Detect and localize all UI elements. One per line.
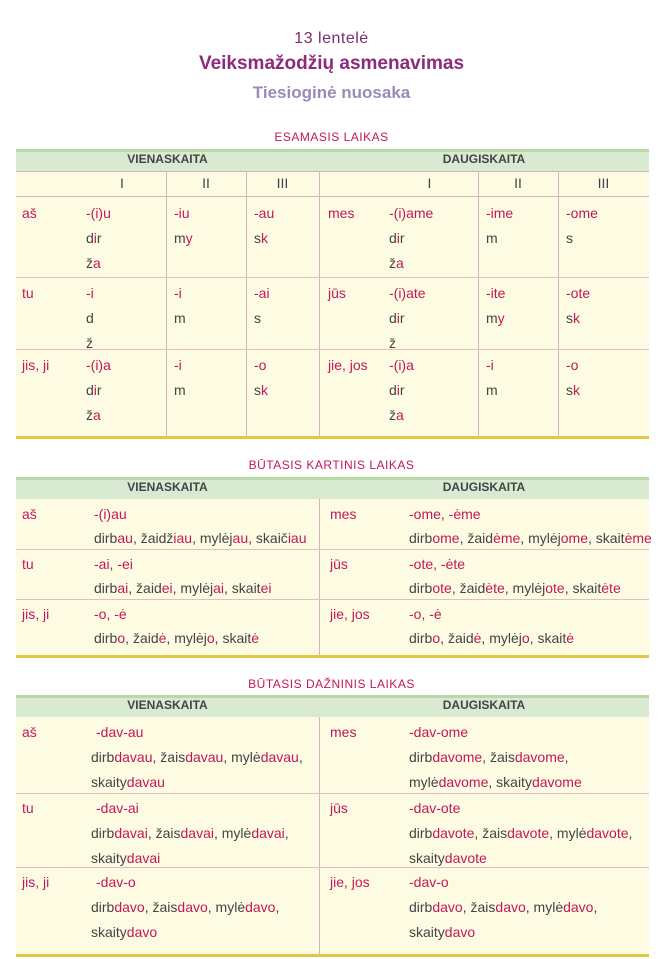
word-separator: r [96,230,102,246]
pronoun: aš [22,205,37,221]
conjugation-ending: -au [254,205,275,221]
word-ending: iau [287,530,307,546]
example-words [409,920,475,945]
word-ending: y [497,310,505,326]
section-title-past: BŪTASIS KARTINIS LAIKAS [248,458,415,472]
word-stem: m [486,382,498,398]
word-ending: o [432,630,441,646]
word-ending: davome [531,774,582,790]
pronoun: jis, ji [22,357,50,373]
pronoun: jis, ji [22,606,50,622]
word-ending: ėme [493,530,521,546]
word-stem: dirb [94,530,118,546]
word-ending: davo [432,899,463,915]
word-stem: žaid [132,630,159,646]
word-separator: , [451,580,460,596]
word-stem: s [566,382,573,398]
example-words [91,770,165,795]
row-divider [16,349,649,350]
word-stem: ž [389,255,396,271]
word-stem: dirb [409,749,433,765]
word-separator: , [284,825,289,841]
example-word [389,306,405,331]
word-ending: i [396,382,400,398]
word-separator: , [628,825,633,841]
word-separator: , [488,774,497,790]
word-stem: s [566,310,573,326]
example-words [409,821,632,846]
word-stem: skaity [496,774,532,790]
word-stem: ž [86,335,93,351]
example-word [486,378,498,403]
pronoun: jie, jos [328,357,368,373]
word-separator: r [399,230,405,246]
word-ending: a [93,407,101,423]
word-ending: ei [260,580,272,596]
word-stem: mylė [215,899,246,915]
word-separator: , [474,825,483,841]
example-word [86,251,101,276]
word-stem: dirb [94,580,118,596]
example-word [86,226,102,251]
word-separator: , [152,749,161,765]
example-word [566,226,573,251]
conjugation-ending: -ite [486,285,506,301]
word-separator: r [399,382,405,398]
word-ending: i [93,230,97,246]
conjugation-ending: -dav-ai [96,800,139,816]
word-separator: , [223,749,232,765]
plural-header: DAUGISKAITA [442,480,526,494]
word-stem: ž [389,335,396,351]
pronoun: mes [330,724,357,740]
example-words [409,770,582,795]
word-stem: skaity [91,924,127,940]
example-word [174,306,186,331]
column-divider [319,499,320,655]
word-separator: , [172,580,181,596]
frequent-past-table [16,695,649,957]
word-stem: dirb [409,899,433,915]
word-ending: k [261,382,268,398]
word-stem: d [389,382,397,398]
word-separator: , [593,899,598,915]
example-word [389,403,404,428]
column-divider [319,717,320,954]
word-stem: d [86,310,94,326]
word-separator: , [147,825,156,841]
word-stem: d [86,230,94,246]
word-separator: , [529,630,538,646]
word-ending: davo [126,924,158,940]
pronoun: jūs [330,800,348,816]
word-separator: , [520,530,529,546]
word-ending: i [396,310,400,326]
word-stem: žais [160,749,186,765]
word-ending: ome [560,530,588,546]
word-stem: d [86,382,94,398]
word-stem: ž [86,407,93,423]
word-stem: skaity [409,924,445,940]
word-separator: , [298,749,303,765]
word-stem: dirb [409,530,433,546]
conjugation-ending: -(i)ate [389,285,426,301]
conjugation-ending: -dav-ote [409,800,461,816]
word-ending: davai [180,825,214,841]
word-ending: k [573,310,580,326]
example-words [94,526,307,551]
example-words [409,745,569,770]
conjugation-ending: -o [566,357,579,373]
word-stem: m [174,310,186,326]
column-divider [558,171,559,436]
word-ending: ai [117,580,129,596]
word-stem: dirb [91,899,115,915]
conjugation-ending: -ome, -ėme [409,506,481,522]
example-words [94,626,259,651]
word-stem: dirb [91,749,115,765]
example-word [566,306,580,331]
example-word [86,306,94,331]
word-ending: davo [563,899,594,915]
pronoun: jūs [330,556,348,572]
column-divider [478,171,479,436]
word-ending: davo [114,899,145,915]
conjugation-ending: -i [174,285,182,301]
word-separator: , [549,825,557,841]
example-word [389,378,405,403]
example-word [86,378,102,403]
example-word [486,226,498,251]
conjugation-ending: -(i)a [86,357,111,373]
word-stem: žaid [459,580,486,596]
word-stem: d [389,310,397,326]
word-stem: mylėj [489,630,522,646]
conjugation-number: III [597,175,610,191]
pronoun: mes [328,205,355,221]
word-separator: , [125,630,133,646]
word-separator: , [192,530,200,546]
word-stem: mylė [231,749,261,765]
word-stem: mylėj [174,630,207,646]
word-ending: au [117,530,133,546]
word-ending: davome [514,749,565,765]
word-stem: žais [152,899,178,915]
example-word [254,378,268,403]
word-separator: , [166,630,175,646]
word-ending: i [396,230,400,246]
word-separator: , [440,630,448,646]
word-ending: davai [114,825,148,841]
word-ending: iau [173,530,193,546]
example-words [91,846,160,871]
word-ending: davome [432,749,483,765]
conjugation-ending: -ote, -ėte [409,556,466,572]
word-stem: žaid [447,630,474,646]
word-separator: , [504,580,513,596]
example-words [409,626,574,651]
word-separator: , [144,899,153,915]
example-word [254,306,261,331]
word-stem: žais [489,749,515,765]
word-stem: m [174,382,186,398]
word-ending: davote [432,825,475,841]
word-ending: k [261,230,268,246]
conjugation-ending: -i [86,285,94,301]
example-word [254,226,268,251]
conjugation-ending: -o [254,357,267,373]
word-separator: r [96,382,102,398]
word-ending: davo [495,899,526,915]
word-stem: mylėj [199,530,233,546]
word-ending: davo [245,899,276,915]
pronoun: tu [22,800,34,816]
word-stem: skaity [91,850,127,866]
conjugation-ending: -dav-o [409,874,449,890]
word-ending: ei [161,580,173,596]
table-number: 13 lentelė [294,30,369,47]
word-ending: davai [126,850,161,866]
word-separator: , [224,580,232,596]
example-word [566,378,580,403]
word-ending: a [396,407,404,423]
word-ending: davau [126,774,165,790]
pronoun: jie, jos [330,874,370,890]
example-word [486,306,505,331]
word-stem: d [389,230,397,246]
word-ending: k [573,382,580,398]
example-words [409,895,597,920]
conjugation-ending: -dav-ome [409,724,469,740]
conjugation-ending: -i [174,357,182,373]
word-ending: davo [177,899,208,915]
word-stem: skaity [91,774,127,790]
word-stem: skait [222,630,252,646]
conjugation-number: I [427,175,432,191]
word-ending: au [232,530,249,546]
word-separator: , [213,825,222,841]
word-stem: žaidž [140,530,174,546]
word-ending: a [93,255,101,271]
word-separator: , [248,530,256,546]
word-stem: žais [155,825,181,841]
word-ending: ote [432,580,452,596]
conjugation-ending: -(i)au [94,506,127,522]
word-stem: skait [231,580,261,596]
word-ending: o [206,630,215,646]
word-stem: ž [389,407,396,423]
past-tense-table [16,477,652,658]
example-words [409,576,621,601]
example-words [409,846,487,871]
word-stem: m [174,230,186,246]
word-separator: , [525,899,534,915]
conjugation-ending: -ai [254,285,270,301]
word-stem: žaid [467,530,494,546]
word-separator: , [482,749,490,765]
example-words [91,895,279,920]
example-word [389,226,405,251]
word-stem: skait [595,530,625,546]
word-stem: skait [537,630,567,646]
word-ending: a [396,255,404,271]
conjugation-ending: -i [486,357,494,373]
example-word [174,226,193,251]
conjugation-number: III [276,175,289,191]
conjugation-ending: -o, -ė [409,606,442,622]
word-ending: ėte [485,580,505,596]
conjugation-ending: -(i)u [86,205,111,221]
word-ending: davote [507,825,550,841]
page-title: Veiksmažodžių asmenavimas [198,53,465,74]
word-stem: skaity [409,850,445,866]
conjugation-ending: -ote [566,285,591,301]
word-ending: davo [444,924,476,940]
conjugation-ending: -iu [174,205,190,221]
word-ending: ė [566,630,575,646]
word-separator: , [462,899,471,915]
word-ending: davau [185,749,224,765]
example-words [94,576,271,601]
word-ending: y [185,230,193,246]
word-stem: s [566,230,573,246]
word-stem: mylė [221,825,252,841]
word-ending: davote [586,825,629,841]
word-ending: davai [251,825,285,841]
word-separator: , [587,530,596,546]
word-separator: , [207,899,216,915]
word-ending: ėme [624,530,652,546]
word-stem: dirb [409,630,433,646]
example-word [174,378,186,403]
word-separator: , [459,530,468,546]
conjugation-ending: -dav-au [96,724,144,740]
pronoun: tu [22,556,34,572]
word-stem: mylėj [512,580,546,596]
example-words [91,821,289,846]
example-word [389,251,404,276]
example-words [409,526,652,551]
present-tense-table [16,149,649,439]
conjugation-number: I [120,175,124,191]
word-ending: davau [114,749,153,765]
row-divider [16,277,649,278]
pronoun: tu [22,285,34,301]
word-stem: s [254,310,261,326]
word-stem: skaič [255,530,288,546]
example-words [91,745,303,770]
conjugation-ending: -ome [566,205,598,221]
word-ending: ė [158,630,167,646]
word-stem: skait [572,580,602,596]
word-stem: žais [470,899,496,915]
word-ending: ė [473,630,482,646]
word-stem: žaid [136,580,162,596]
word-stem: dirb [409,825,433,841]
pronoun: aš [22,724,37,740]
word-stem: mylė [556,825,587,841]
singular-header: VIENASKAITA [127,480,208,494]
word-stem: ž [86,255,93,271]
word-stem: mylėj [528,530,561,546]
conjugation-ending: -ime [486,205,514,221]
word-ending: o [521,630,530,646]
word-separator: , [128,580,137,596]
word-separator: , [275,899,280,915]
example-word [86,403,101,428]
pronoun: aš [22,506,37,522]
word-stem: m [486,310,498,326]
word-separator: , [132,530,141,546]
conjugation-number: II [202,175,210,191]
conjugation-number: II [514,175,522,191]
conjugation-ending: -ai, -ei [94,556,133,572]
column-divider [319,171,320,436]
word-ending: ai [213,580,224,596]
word-separator: , [564,580,573,596]
conjugation-ending: -o, -ė [94,606,127,622]
word-separator: r [399,310,405,326]
word-ending: davome [438,774,489,790]
section-title-frequent: BŪTASIS DAŽNINIS LAIKAS [248,677,415,691]
singular-header: VIENASKAITA [127,152,208,166]
word-ending: i [93,382,97,398]
conjugation-ending: -(i)a [389,357,414,373]
example-words [91,920,157,945]
word-separator: , [564,749,569,765]
word-ending: ome [432,530,460,546]
column-divider [246,171,247,436]
word-ending: ėte [601,580,621,596]
page-subtitle: Tiesioginė nuosaka [252,83,411,102]
word-separator: , [214,630,223,646]
pronoun: jis, ji [22,874,50,890]
pronoun: jūs [328,285,346,301]
word-separator: , [481,630,490,646]
word-ending: davau [260,749,299,765]
word-ending: ote [545,580,565,596]
word-stem: mylėj [180,580,214,596]
word-ending: o [117,630,126,646]
plural-header: DAUGISKAITA [442,152,526,166]
plural-header: DAUGISKAITA [442,698,526,712]
conjugation-ending: -(i)ame [389,205,434,221]
column-divider [166,171,167,436]
pronoun: mes [330,506,357,522]
section-title-present: ESAMASIS LAIKAS [274,130,389,144]
pronoun: jie, jos [330,606,370,622]
word-ending: davote [444,850,487,866]
conjugation-ending: -dav-o [96,874,136,890]
word-stem: m [486,230,498,246]
word-stem: žais [482,825,508,841]
word-stem: dirb [91,825,115,841]
word-stem: mylė [409,774,439,790]
word-stem: mylė [533,899,564,915]
word-stem: dirb [94,630,118,646]
word-stem: s [254,230,261,246]
word-stem: dirb [409,580,433,596]
word-stem: s [254,382,261,398]
singular-header: VIENASKAITA [127,698,208,712]
word-ending: ė [251,630,260,646]
